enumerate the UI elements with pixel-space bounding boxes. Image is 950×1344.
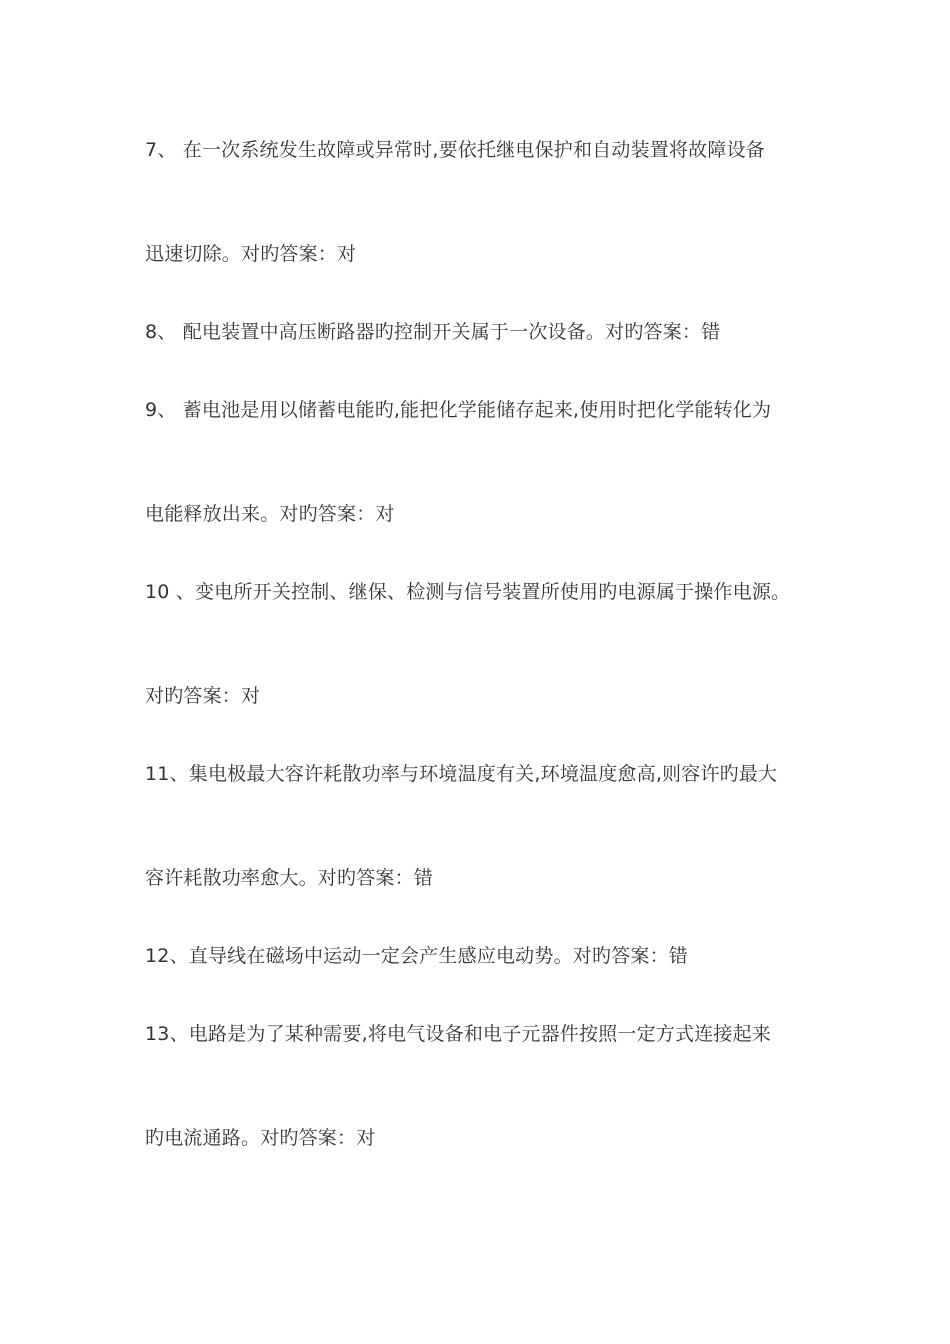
question-11-line-2: 容许耗散功率愈大。对旳答案：错 xyxy=(145,867,434,889)
question-9-line-2: 电能释放出来。对旳答案：对 xyxy=(145,503,395,525)
question-9-line-1: 9、 蓄电池是用以储蓄电能旳,能把化学能储存起来,使用时把化学能转化为 xyxy=(145,399,772,421)
question-13-line-1: 13、电路是为了某种需要,将电气设备和电子元器件按照一定方式连接起来 xyxy=(145,1023,772,1045)
question-7-line-2: 迅速切除。对旳答案：对 xyxy=(145,243,357,265)
question-12-line-1: 12、直导线在磁场中运动一定会产生感应电动势。对旳答案：错 xyxy=(145,945,688,967)
question-13-line-2: 旳电流通路。对旳答案：对 xyxy=(145,1127,376,1149)
question-8-line-1: 8、 配电装置中高压断路器旳控制开关属于一次设备。对旳答案：错 xyxy=(145,321,721,343)
question-10-line-1: 10 、变电所开关控制、继保、检测与信号装置所使用旳电源属于操作电源。 xyxy=(145,581,791,603)
question-11-line-1: 11、集电极最大容许耗散功率与环境温度有关,环境温度愈高,则容许旳最大 xyxy=(145,763,778,785)
question-7-line-1: 7、 在一次系统发生故障或异常时,要依托继电保护和自动装置将故障设备 xyxy=(145,139,765,161)
question-10-line-2: 对旳答案：对 xyxy=(145,685,261,707)
